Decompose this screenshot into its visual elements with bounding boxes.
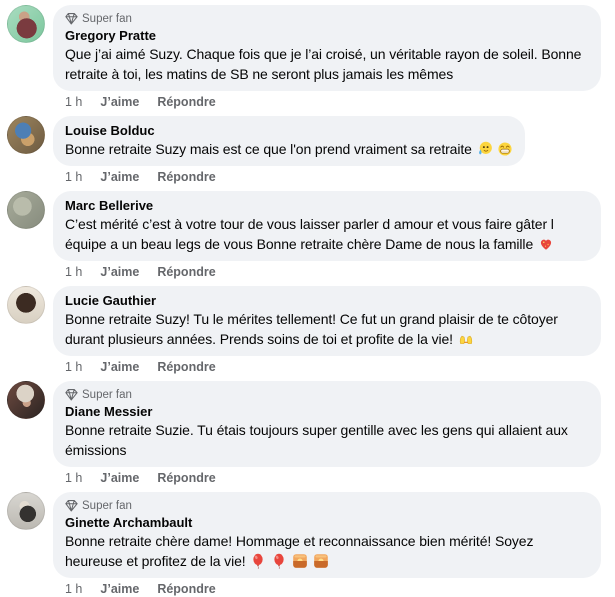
- comment-author[interactable]: Lucie Gauthier: [65, 293, 157, 308]
- comment-bubble: [53, 492, 601, 578]
- sparkling-heart-emoji: [538, 236, 554, 252]
- avatar-diane-messier[interactable]: [7, 381, 45, 419]
- comment-timestamp[interactable]: 1 h: [65, 265, 83, 279]
- comment-timestamp[interactable]: 1 h: [65, 360, 83, 374]
- comment-louise-bolduc: [7, 116, 615, 185]
- avatar-lucie-gauthier[interactable]: [7, 286, 45, 324]
- comment-text: [65, 139, 513, 159]
- super-fan-badge: [65, 12, 589, 25]
- comment-timestamp[interactable]: 1 h: [65, 170, 83, 184]
- comment-timestamp[interactable]: 1 h: [65, 471, 83, 485]
- like-button[interactable]: J’aime: [100, 360, 140, 374]
- comment-actions: [65, 169, 615, 185]
- avatar-marc-bellerive[interactable]: [7, 191, 45, 229]
- comment-actions: [65, 470, 615, 486]
- comment-text-content: C’est mérité c’est à votre tour de vous laisser parler d amour et vous faire gâter l équipe a un beau legs de vous Bonne retraite chère Dame de nous la famille: [65, 216, 554, 252]
- balloon-emoji: [250, 553, 266, 569]
- super-fan-badge: [65, 499, 589, 512]
- comment-diane-messier: [7, 381, 615, 486]
- comment-text-content: Bonne retraite Suzy mais est ce que l'on prend vraiment sa retraite: [65, 141, 472, 157]
- comment-author[interactable]: Marc Bellerive: [65, 198, 154, 213]
- comment-bubble: [53, 191, 601, 261]
- reply-button[interactable]: Répondre: [157, 471, 216, 485]
- badge-label: Super fan: [82, 388, 132, 401]
- comment-bubble: [53, 286, 601, 356]
- comment-gregory-pratte: [7, 5, 615, 110]
- comment-actions: [65, 359, 615, 375]
- comment-marc-bellerive: [7, 191, 615, 280]
- comment-text: [65, 44, 589, 84]
- comment-bubble: [53, 381, 601, 467]
- reply-button[interactable]: Répondre: [157, 360, 216, 374]
- beaming-face-emoji: [497, 141, 513, 157]
- avatar-louise-bolduc[interactable]: [7, 116, 45, 154]
- reply-button[interactable]: Répondre: [157, 265, 216, 279]
- super-fan-badge: [65, 388, 589, 401]
- avatar-gregory-pratte[interactable]: [7, 5, 45, 43]
- like-button[interactable]: J’aime: [100, 265, 140, 279]
- avatar-ginette-archambault[interactable]: [7, 492, 45, 530]
- sunset-emoji: [292, 553, 308, 569]
- like-button[interactable]: J’aime: [100, 170, 140, 184]
- comment-text-content: Bonne retraite Suzie. Tu étais toujours super gentille avec les gens qui allaient aux émissions: [65, 422, 568, 458]
- balloon-emoji: [271, 553, 287, 569]
- comment-text: [65, 531, 589, 571]
- sunset-emoji: [313, 553, 329, 569]
- comment-actions: [65, 581, 615, 597]
- comment-author[interactable]: Gregory Pratte: [65, 28, 157, 43]
- reply-button[interactable]: Répondre: [157, 582, 216, 596]
- reply-button[interactable]: Répondre: [157, 95, 216, 109]
- comment-text-content: Bonne retraite chère dame! Hommage et reconnaissance bien mérité! Soyez heureuse et profitez de la vie!: [65, 533, 534, 569]
- comment-text: [65, 420, 589, 460]
- comment-ginette-archambault: [7, 492, 615, 597]
- comment-text: [65, 309, 589, 349]
- open-hands-emoji: [458, 331, 474, 347]
- comment-author[interactable]: Ginette Archambault: [65, 515, 193, 530]
- comment-actions: [65, 94, 615, 110]
- comment-timestamp[interactable]: 1 h: [65, 582, 83, 596]
- like-button[interactable]: J’aime: [100, 95, 140, 109]
- comment-lucie-gauthier: [7, 286, 615, 375]
- sweat-smile-emoji: [477, 141, 493, 157]
- comment-text-content: Que j’ai aimé Suzy. Chaque fois que je l’ai croisé, un véritable rayon de soleil. Bonne retraite à toi, les matins de SB ne seront plus jamais les mêmes: [65, 46, 582, 82]
- gem-icon: [65, 499, 78, 512]
- badge-label: Super fan: [82, 499, 132, 512]
- comment-timestamp[interactable]: 1 h: [65, 95, 83, 109]
- comment-author[interactable]: Diane Messier: [65, 404, 153, 419]
- like-button[interactable]: J’aime: [100, 582, 140, 596]
- comment-author[interactable]: Louise Bolduc: [65, 123, 155, 138]
- comment-text-content: Bonne retraite Suzy! Tu le mérites tellement! Ce fut un grand plaisir de te côtoyer durant plusieurs années. Prends soins de toi et profite de la vie!: [65, 311, 558, 347]
- comment-bubble: [53, 5, 601, 91]
- comment-actions: [65, 264, 615, 280]
- gem-icon: [65, 12, 78, 25]
- comment-bubble: [53, 116, 525, 166]
- gem-icon: [65, 388, 78, 401]
- reply-button[interactable]: Répondre: [157, 170, 216, 184]
- like-button[interactable]: J’aime: [100, 471, 140, 485]
- badge-label: Super fan: [82, 12, 132, 25]
- comment-text: [65, 214, 589, 254]
